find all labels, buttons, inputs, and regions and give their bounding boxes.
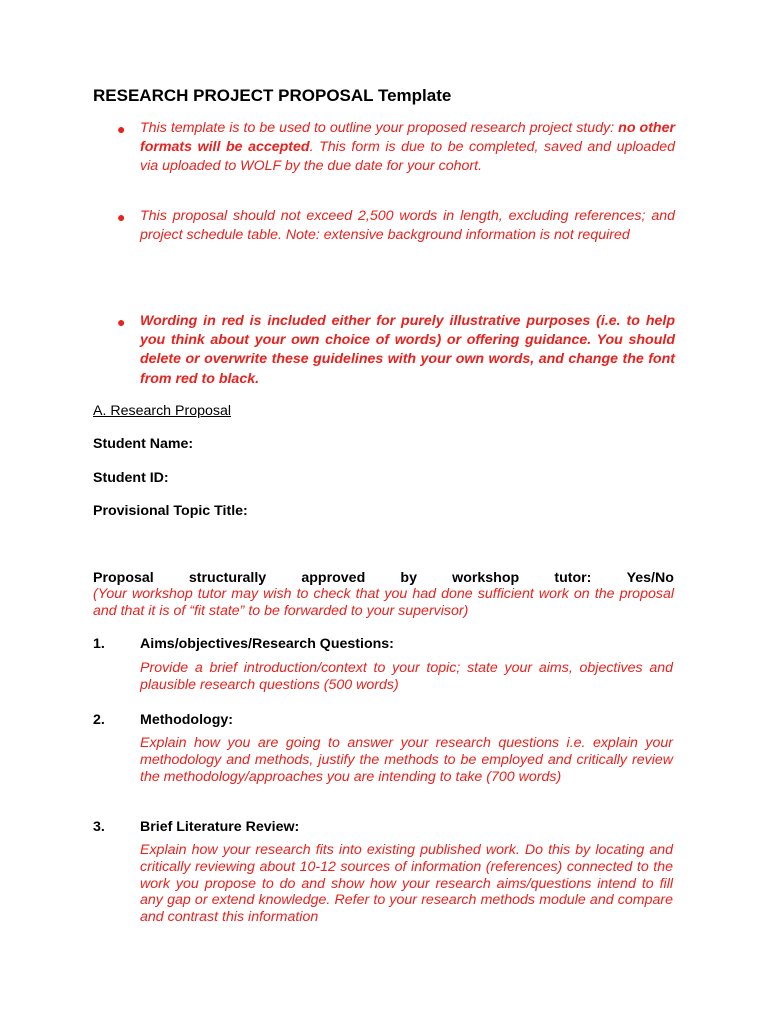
title-suffix: Template bbox=[377, 86, 452, 105]
approval-note: (Your workshop tutor may wish to check that you had done sufficient work on the proposal and that it is of “fit state” to be forwarded to your supervisor) bbox=[93, 586, 674, 619]
section-2-title: Methodology: bbox=[140, 712, 233, 728]
approval-word: tutor: bbox=[554, 570, 592, 586]
approval-word: approved bbox=[301, 570, 366, 586]
section-3-number: 3. bbox=[93, 819, 105, 835]
approval-line bbox=[93, 569, 674, 587]
section-3-text: Explain how your research fits into existing published work. Do this by locating and critically reviewing about 10-12 sources of information (references) connected to the work you propose to do and show how your research aims/questions intend to fill any gap or extend knowledge. Refer to your research methods module and compare and contrast this information bbox=[140, 842, 673, 926]
section-3-title: Brief Literature Review: bbox=[140, 819, 300, 835]
title-main: RESEARCH PROJECT PROPOSAL bbox=[93, 86, 374, 105]
bullet-dot-icon: ● bbox=[117, 209, 126, 225]
bullet-text-3: Wording in red is included either for purely illustrative purposes (i.e. to help you think about your own choice of words) or offering guidance. You should delete or overwrite these guidelines with your own words, and change the font from red to black. bbox=[140, 313, 675, 387]
student-name-label: Student Name: bbox=[93, 436, 194, 452]
approval-yes-no: Yes/No bbox=[626, 570, 674, 586]
bullet-text-1 bbox=[140, 119, 675, 177]
page-title bbox=[93, 86, 451, 106]
section-2-number: 2. bbox=[93, 712, 105, 728]
topic-title-label: Provisional Topic Title: bbox=[93, 503, 248, 519]
section-a-heading: A. Research Proposal bbox=[93, 403, 232, 419]
section-1-text: Provide a brief introduction/context to your topic; state your aims, objectives and plausible research questions (500 words) bbox=[140, 660, 673, 693]
bullet-dot-icon: ● bbox=[117, 314, 126, 330]
bullet-1-bold: no other formats will be accepted bbox=[140, 120, 675, 156]
section-1-number: 1. bbox=[93, 636, 105, 652]
approval-word: structurally bbox=[188, 570, 267, 586]
bullet-1-part3: . This form is due to be completed, saved and uploaded via uploaded to WOLF by the due date for your cohort. bbox=[140, 139, 675, 175]
approval-word: by bbox=[400, 570, 417, 586]
section-1-title: Aims/objectives/Research Questions: bbox=[140, 636, 394, 652]
bullet-dot-icon: ● bbox=[117, 121, 126, 137]
approval-word: workshop bbox=[452, 570, 520, 586]
student-id-label: Student ID: bbox=[93, 470, 169, 486]
section-2-text: Explain how you are going to answer your research questions i.e. explain your methodology and methods, justify the methods to be employed and critically review the methodology/approaches you are intending to take (700 words) bbox=[140, 735, 673, 785]
bullet-1-part1: This template is to be used to outline your proposed research project study: bbox=[140, 120, 615, 136]
bullet-text-2: This proposal should not exceed 2,500 words in length, excluding references; and project schedule table. Note: extensive background information is not required bbox=[140, 208, 675, 244]
approval-word: Proposal bbox=[93, 570, 154, 586]
